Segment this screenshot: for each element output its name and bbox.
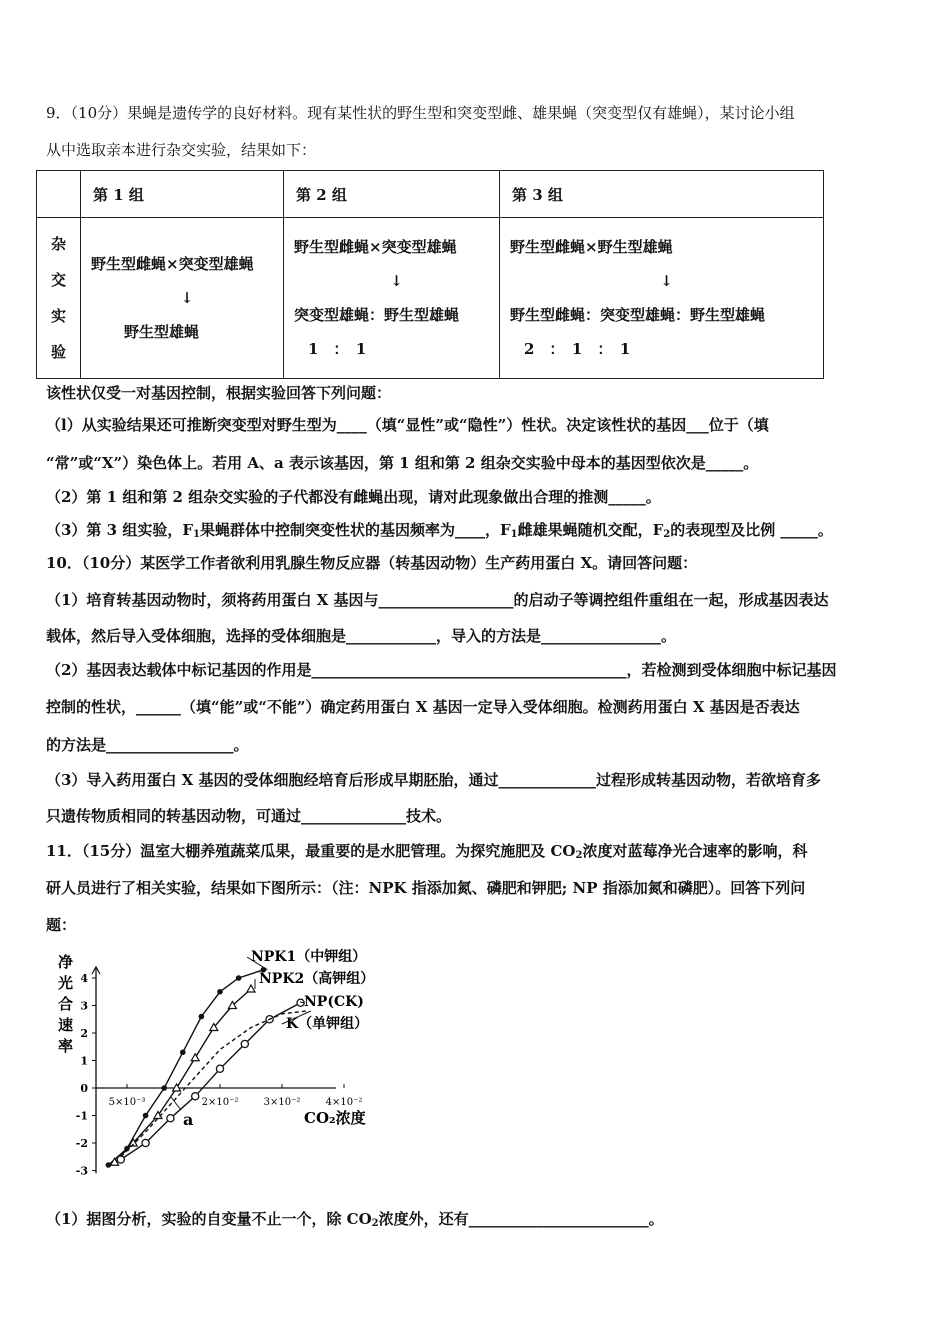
group2-cell: 野生型雌蝇×突变型雄蝇 ↓ 突变型雄蝇：野生型雄蝇 1 ： 1 xyxy=(284,218,500,379)
series-line xyxy=(121,1003,301,1160)
data-point xyxy=(142,1139,149,1146)
data-point xyxy=(241,1040,248,1047)
series-label: NPK1（中钾组） xyxy=(251,949,367,965)
y-tick-label: 0 xyxy=(80,1082,88,1095)
data-point xyxy=(161,1085,167,1091)
y-axis-label-char: 光 xyxy=(58,974,74,992)
data-point xyxy=(180,1049,186,1055)
data-point xyxy=(217,989,223,995)
x-tick-label: 3×10⁻² xyxy=(263,1097,301,1108)
y-tick-label: 1 xyxy=(80,1054,88,1068)
series-label: K（单钾组） xyxy=(286,1016,369,1032)
y-tick-label: 2 xyxy=(80,1027,88,1040)
x-tick-label: 2×10⁻² xyxy=(201,1097,239,1108)
x-axis-label: CO₂浓度 xyxy=(304,1109,366,1127)
q11-line2: 研人员进行了相关实验，结果如下图所示：（注：NPK 指添加氮、磷肥和钾肥; NP 指添加氮和磷肥）。回答下列问 xyxy=(46,879,806,897)
y-tick-label: -1 xyxy=(75,1109,88,1123)
y-tick-label: 4 xyxy=(80,972,88,985)
data-point xyxy=(191,1054,199,1061)
x-tick-label: 5×10⁻³ xyxy=(108,1097,146,1108)
data-point xyxy=(199,1014,205,1020)
q9-line2: 从中选取亲本进行杂交实验，结果如下： xyxy=(46,141,317,159)
point-label-a: a xyxy=(183,1110,194,1129)
y-tick-label: -3 xyxy=(75,1164,88,1178)
q10-title: 10．（10分）某医学工作者欲利用乳腺生物反应器（转基因动物）生产药用蛋白 X。请回答问题： xyxy=(46,554,698,572)
y-tick-label: -2 xyxy=(75,1137,88,1150)
q9-part3: （3）第 3 组实验，$F_1$果蝇群体中控制突变性状的基因频率为____，$F_1$雌雄果蝇随机交配，$F_2$的表现型及比例 _____。 xyxy=(46,521,833,540)
data-point xyxy=(216,1065,223,1072)
y-axis-label-char: 净 xyxy=(58,953,74,971)
y-tick-label: 3 xyxy=(80,999,88,1013)
q10-part1-b: 载体，然后导入受体细胞，选择的受体细胞是____________，导入的方法是________________。 xyxy=(46,627,677,645)
q10-part3-a: （3）导入药用蛋白 X 基因的受体细胞经培育后形成早期胚胎，通过_____________过程形成转基因动物，若欲培育多 xyxy=(46,771,822,789)
data-point xyxy=(247,985,255,992)
series-label: NPK2（高钾组） xyxy=(259,971,375,987)
x-tick-label: 4×10⁻² xyxy=(325,1097,363,1108)
series-line xyxy=(115,989,251,1162)
q11-line3: 题： xyxy=(46,916,77,934)
q10-part1-a: （1）培育转基因动物时，须将药用蛋白 X 基因与__________________的启动子等调控组件重组在一起，形成基因表达 xyxy=(46,591,829,609)
header-group3: 第 3 组 xyxy=(500,171,824,218)
data-point xyxy=(236,975,242,981)
q9-after-table: 该性状仅受一对基因控制，根据实验回答下列问题： xyxy=(46,384,392,402)
series-line xyxy=(121,1011,307,1157)
data-point xyxy=(117,1156,124,1163)
q10-part2-c: 的方法是_________________。 xyxy=(46,736,249,754)
q9-part2: （2）第 1 组和第 2 组杂交实验的子代都没有雌蝇出现，请对此现象做出合理的推测_____。 xyxy=(46,488,661,506)
q11-subq1: （1）据图分析，实验的自变量不止一个，除 $CO_2$浓度外，还有________________________。 xyxy=(46,1210,664,1229)
data-point xyxy=(192,1093,199,1100)
data-point xyxy=(143,1113,149,1119)
photosynthesis-chart xyxy=(46,945,406,1195)
header-group1: 第 1 组 xyxy=(81,171,284,218)
q11-line1: 11．（15分）温室大棚养殖蔬菜瓜果，最重要的是水肥管理。为探究施肥及 $CO_2$浓度对蓝莓净光合速率的影响，科 xyxy=(46,842,808,861)
group1-cell: 野生型雌蝇×突变型雄蝇 ↓ 野生型雄蝇 xyxy=(81,218,284,379)
q9-part1-b: “常”或“X”）染色体上。若用 A、a 表示该基因，第 1 组和第 2 组杂交实验中母本的基因型依次是_____。 xyxy=(46,454,759,472)
q10-part3-b: 只遗传物质相同的转基因动物，可通过______________技术。 xyxy=(46,807,452,825)
q9-line1: 9．（10分）果蝇是遗传学的良好材料。现有某性状的野生型和突变型雌、雄果蝇（突变型仅有雄蝇），某讨论小组 xyxy=(46,104,795,122)
q9-part1-a: （l）从实验结果还可推断突变型对野生型为____（填“显性”或“隐性”）性状。决定该性状的基因___位于（填 xyxy=(46,416,769,434)
y-axis-label-char: 速 xyxy=(58,1016,74,1034)
experiment-table xyxy=(36,170,824,379)
data-point xyxy=(167,1115,174,1122)
q10-part2-a: （2）基因表达载体中标记基因的作用是__________________________________________，若检测到受体细胞中标记基因 xyxy=(46,661,837,679)
table-corner xyxy=(37,171,81,218)
row-label-cross-experiment: 杂 交 实 验 xyxy=(37,218,81,379)
y-axis-label-char: 率 xyxy=(58,1037,74,1055)
q10-part2-b: 控制的性状，______（填“能”或“不能”）确定药用蛋白 X 基因一定导入受体细胞。检测药用蛋白 X 基因是否表达 xyxy=(46,698,800,716)
chart-series xyxy=(106,957,311,1168)
header-group2: 第 2 组 xyxy=(284,171,500,218)
y-axis-label-char: 合 xyxy=(58,995,74,1013)
group3-cell: 野生型雌蝇×野生型雄蝇 ↓ 野生型雌蝇：突变型雄蝇：野生型雄蝇 2 ： 1 ： 1 xyxy=(500,218,824,379)
series-label: NP(CK) xyxy=(304,994,364,1010)
